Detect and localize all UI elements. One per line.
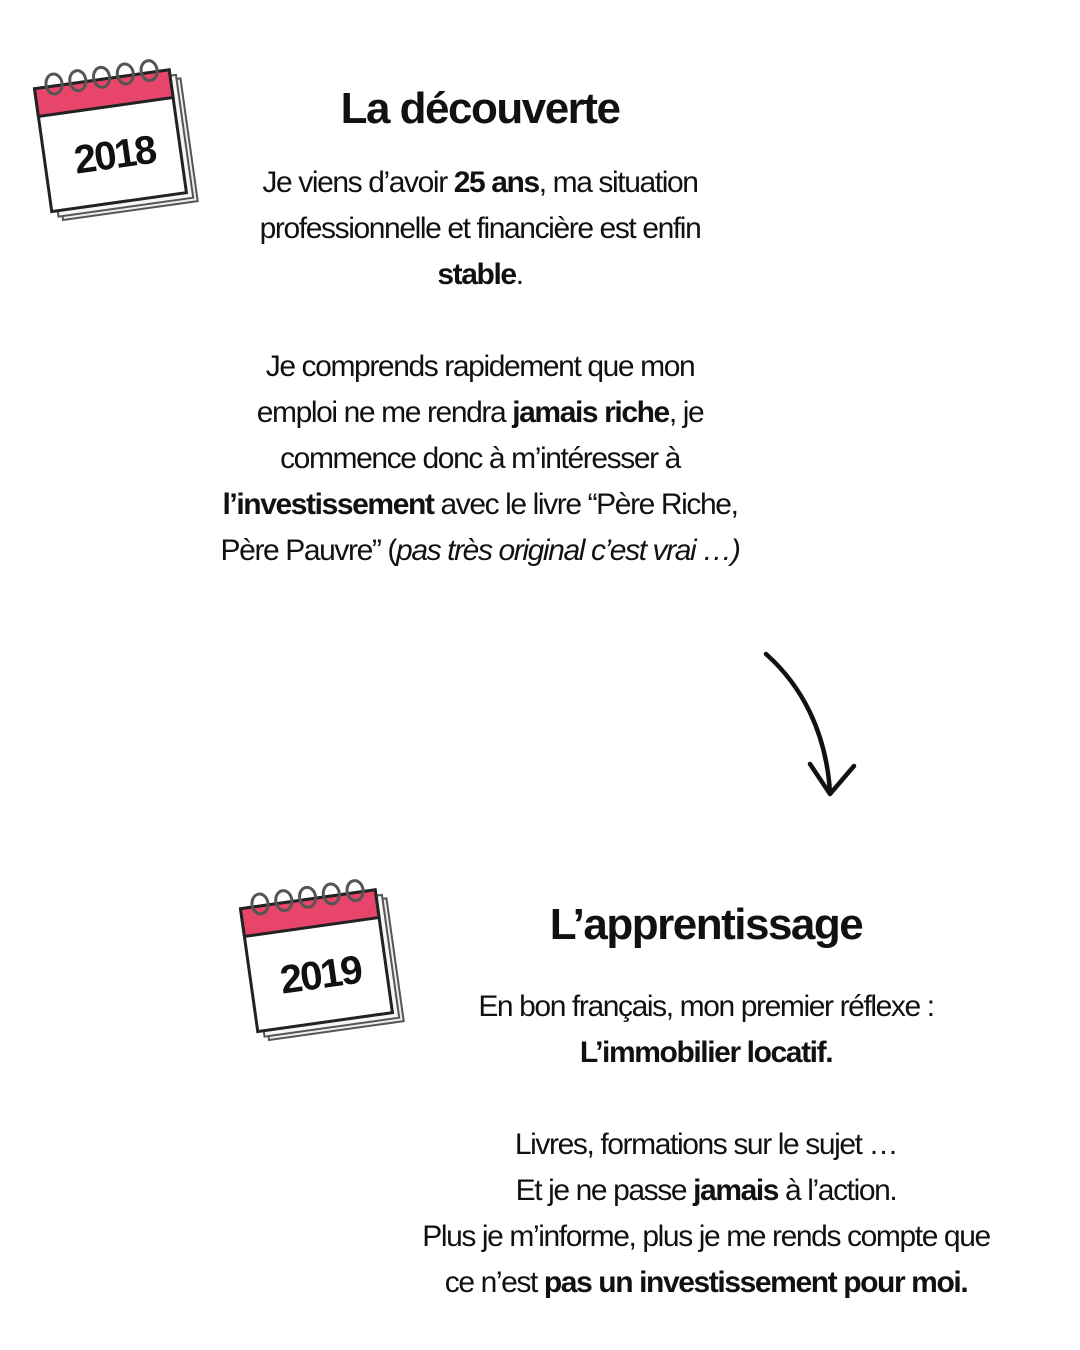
section-2019 — [356, 900, 1056, 1306]
paragraph-2: Livres, formations sur le sujet … Et je ne passe jamais à l’action. Plus je m’informe, plus je me rends compte que ce n’est pas un investissement pour moi. — [422, 1128, 990, 1299]
calendar-year: 2018 — [71, 127, 158, 183]
section-2018 — [160, 84, 800, 574]
paragraph-1: En bon français, mon premier réflexe : L’immobilier locatif. — [478, 990, 934, 1069]
paragraph-1: Je viens d’avoir 25 ans, ma situation professionnelle et financière est enfin stable. — [259, 166, 701, 291]
section-title: L’apprentissage — [549, 900, 863, 949]
calendar-year: 2019 — [277, 947, 364, 1003]
section-title: La découverte — [340, 84, 620, 133]
paragraph-2: Je comprends rapidement que mon emploi ne me rendra jamais riche, je commence donc à m’intéresser à l’investissement avec le livre “Père Riche, Père Pauvre” (pas très original c’est vrai …) — [220, 350, 740, 567]
curved-arrow-down-icon — [750, 640, 870, 815]
